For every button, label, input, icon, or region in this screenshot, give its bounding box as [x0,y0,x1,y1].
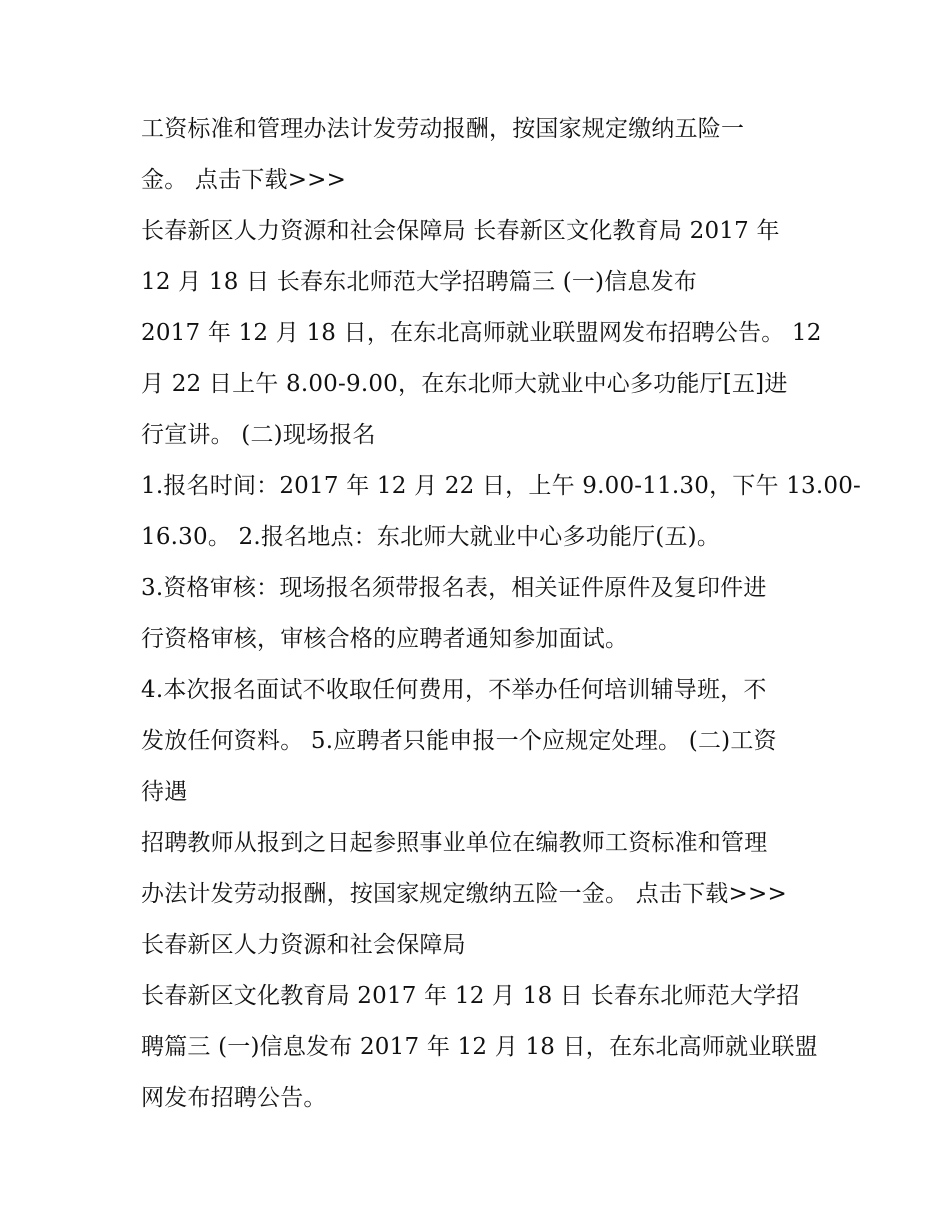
document-body [141,104,862,1124]
text-line: 招聘教师从报到之日起参照事业单位在编教师工资标准和管理 [141,830,768,856]
text-line: 2017 年 12 月 18 日，在东北高师就业联盟网发布招聘公告。 12 [141,320,822,346]
text-line: 金。 点击下载>>> [141,167,347,193]
text-line: 办法计发劳动报酬，按国家规定缴纳五险一金。 点击下载>>> [141,881,787,907]
text-line: 工资标准和管理办法计发劳动报酬，按国家规定缴纳五险一 [141,116,745,142]
text-line: 长春新区文化教育局 2017 年 12 月 18 日 长春东北师范大学招 [141,983,800,1009]
text-line: 网发布招聘公告。 [141,1085,327,1111]
text-line: 12 月 18 日 长春东北师范大学招聘篇三 (一)信息发布 [141,269,698,295]
text-line: 待遇 [141,779,188,805]
text-line: 1.报名时间：2017 年 12 月 22 日，上午 9.00-11.30，下午 13.00- [141,473,862,499]
text-line: 4.本次报名面试不收取任何费用，不举办任何培训辅导班，不 [141,677,767,703]
text-line: 发放任何资料。 5.应聘者只能申报一个应规定处理。 (二)工资 [141,728,777,754]
text-line: 行资格审核，审核合格的应聘者通知参加面试。 [141,626,629,652]
text-line: 长春新区人力资源和社会保障局 长春新区文化教育局 2017 年 [141,218,780,244]
text-line: 3.资格审核：现场报名须带报名表，相关证件原件及复印件进 [141,575,767,601]
text-line: 行宣讲。 (二)现场报名 [141,422,376,448]
text-line: 聘篇三 (一)信息发布 2017 年 12 月 18 日，在东北高师就业联盟 [141,1034,818,1060]
text-line: 月 22 日上午 8.00-9.00，在东北师大就业中心多功能厅[五]进 [141,371,788,397]
text-line: 长春新区人力资源和社会保障局 [141,932,466,958]
text-line: 16.30。 2.报名地点：东北师大就业中心多功能厅(五)。 [141,524,721,550]
